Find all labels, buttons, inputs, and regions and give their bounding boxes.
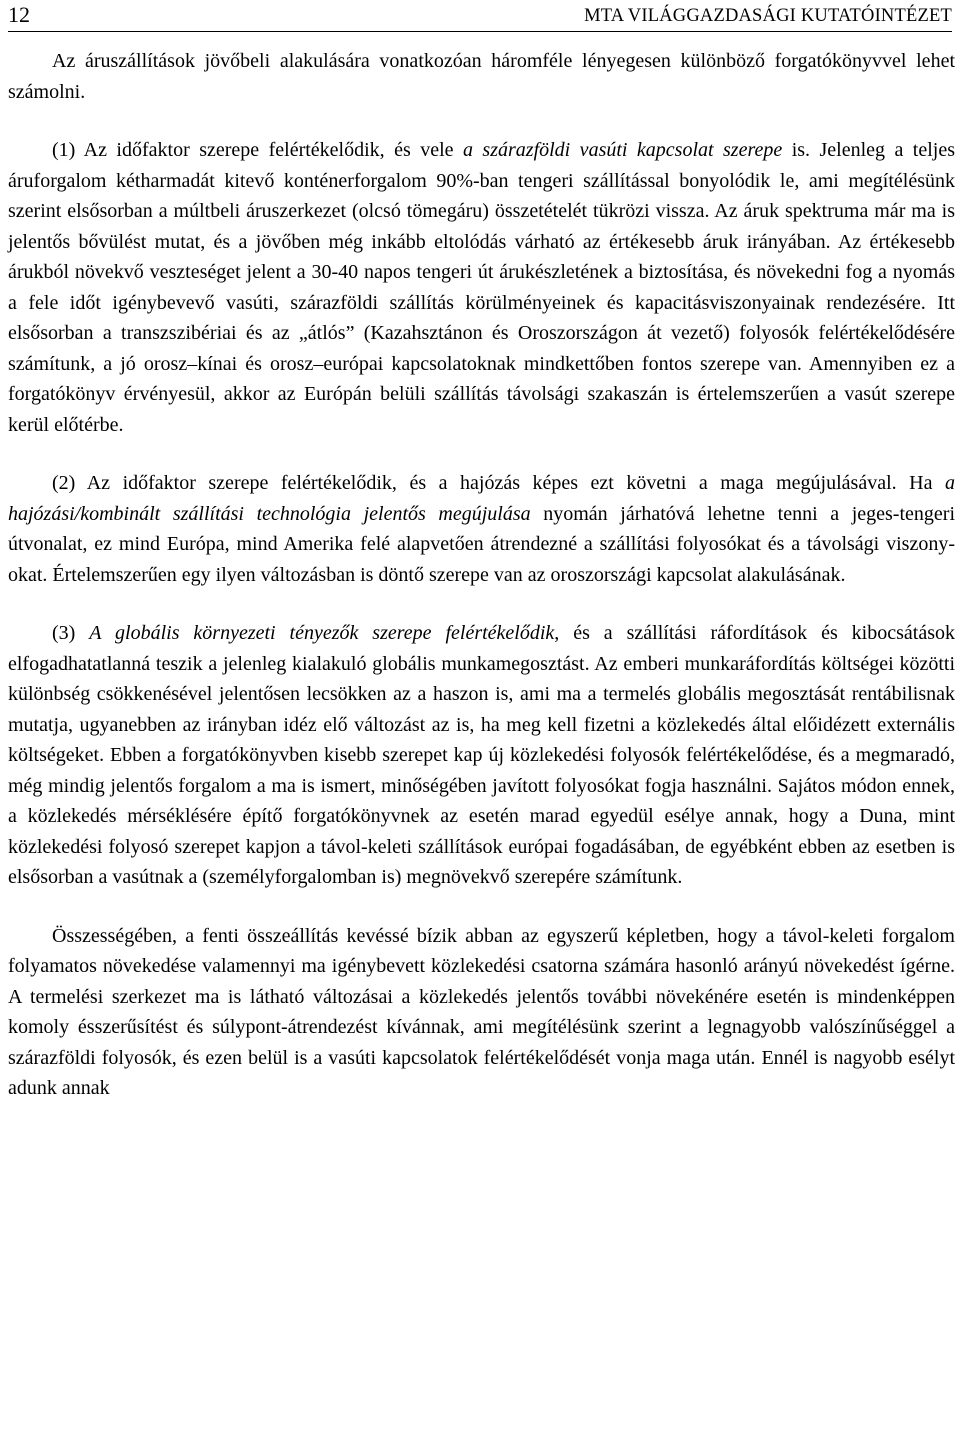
page-number: 12 [8, 2, 30, 27]
paragraph-text-lead: (2) Az időfaktor szerepe felértékelődik, és a hajózás képes ezt követni a maga megújulásával. Ha [52, 472, 945, 494]
paragraph-text: Az áruszállítások jövőbeli alakulására vonatkozóan háromféle lényegesen különböző forgatókönyvvel lehet számolni. [8, 50, 955, 103]
paragraph-scenario-3 [8, 618, 955, 893]
paragraph-text-rest: is. Jelenleg a teljes áruforgalom kétharmadát kitevő konténerforgalom 90%-ban tengeri szállítással bonyolódik le, ami megítélésünk szerint elsősorban a múltbeli áruszerkezet (olcsó tömegáru) összetételét tükrözi vissza. Az áruk spektruma már ma is jelentős bővülést mutat, és a jövőben még inkább eltolódás várható az értékesebb áruk irányában. Az értékesebb árukból növekvő veszteséget jelent a 30-40 napos tengeri út árukészletének a biztosítása, és növekedni fog a nyomás a fele időt igénybevevő vasúti, szárazföldi szállítás körülményeinek és kapacitásviszonyainak rendezésére. Itt elsősorban a transzszibériai és az „átlós” (Kazahsztánon és Oroszországon át vezető) folyosók felértékelődésére számítunk, a jó orosz–kínai és orosz–európai kapcsolatoknak mindkettőben fontos szerepe van. Amennyiben ez a forgatókönyv érvényesül, akkor az Európán belüli szállítás távolsági szakaszán is értelemszerűen a vasút szerepe kerül előtérbe. [8, 139, 956, 436]
body-text [8, 46, 955, 1104]
paragraph-scenario-2 [8, 468, 955, 590]
paragraph-text-lead: (1) Az időfaktor szerepe felértékelődik, és vele [52, 139, 463, 161]
paragraph-emphasis: A globális környezeti tényezők szerepe felértékelődik [89, 622, 555, 644]
paragraph-text: Összességében, a fenti összeállítás kevéssé bízik abban az egyszerű képletben, hogy a távol-keleti forgalom folyamatos növekedése valamennyi ma igénybevett közlekedési csatorna számára hasonló arányú növekedést ígérne. A termelési szerkezet ma is látható változásai a közlekedés jelentős további növekénére esetén is mindenképpen komoly ésszerűsítést és súlypont-átrendezést kívánnak, ami megítélésünk szerint a legnagyobb valószínűséggel a szárazföldi folyosók, és ezen belül is a vasúti kapcsolatok felértékelődését vonja maga után. Ennél is nagyobb esélyt adunk annak [8, 924, 955, 1099]
paragraph-intro [8, 46, 955, 107]
paragraph-summary [8, 921, 955, 1104]
paragraph-text-lead: (3) [52, 622, 90, 644]
paragraph-text-rest: nyomán járhatóvá lehetne tenni a jeges-tengeri útvonalat, ez mind Európa, mind Amerika felé alapvetően átrendezné a szállítási folyosókat és a távolsági viszonyokat. Értelemszerűen egy ilyen változásban is döntő szerepe van az oroszországi kapcsolat alakulásának. [8, 502, 955, 586]
paragraph-emphasis: a hajózási/kombinált szállítási technológia jelentős megújulása [8, 472, 955, 525]
paragraph-text-rest: , és a szállítási ráfordítások és kibocsátások elfogadhatatlanná teszik a jelenleg kialakuló globális munkamegosztást. Az emberi munkaráfordítás költségei közötti különbség csökkenésével jelentősen lecsökken az a haszon is, ami ma a termelés globális megosztását rentábilisnak mutatja, ugyanebben az irányban idéz elő változást az is, ha meg kell fizetni a közlekedés által előidézett externális költségeket. Ebben a forgatókönyvben kisebb szerepet kap új közlekedési folyosók felértékelődése, és a megmaradó, még mindig jelentős forgalom a ma is ismert, minőségében javított folyosókat fogja használni. Sajátos módon ennek, a közlekedés mérséklésére építő forgatókönyvnek az esetén marad egyedül esélye annak, hogy a Duna, mint közlekedési folyosó szerepet kapjon a távol-keleti szállítások európai fogadásában, de egyébként ebben az esetben is elsősorban a vasútnak a (személyforgalomban is) megnövekvő szerepére számítunk. [8, 622, 955, 888]
paragraph-scenario-1 [8, 135, 955, 440]
page-header [8, 0, 952, 32]
running-head: MTA VILÁGGAZDASÁGI KUTATÓINTÉZET [584, 6, 952, 26]
paragraph-emphasis: a szárazföldi vasúti kapcsolat szerepe [462, 139, 783, 161]
